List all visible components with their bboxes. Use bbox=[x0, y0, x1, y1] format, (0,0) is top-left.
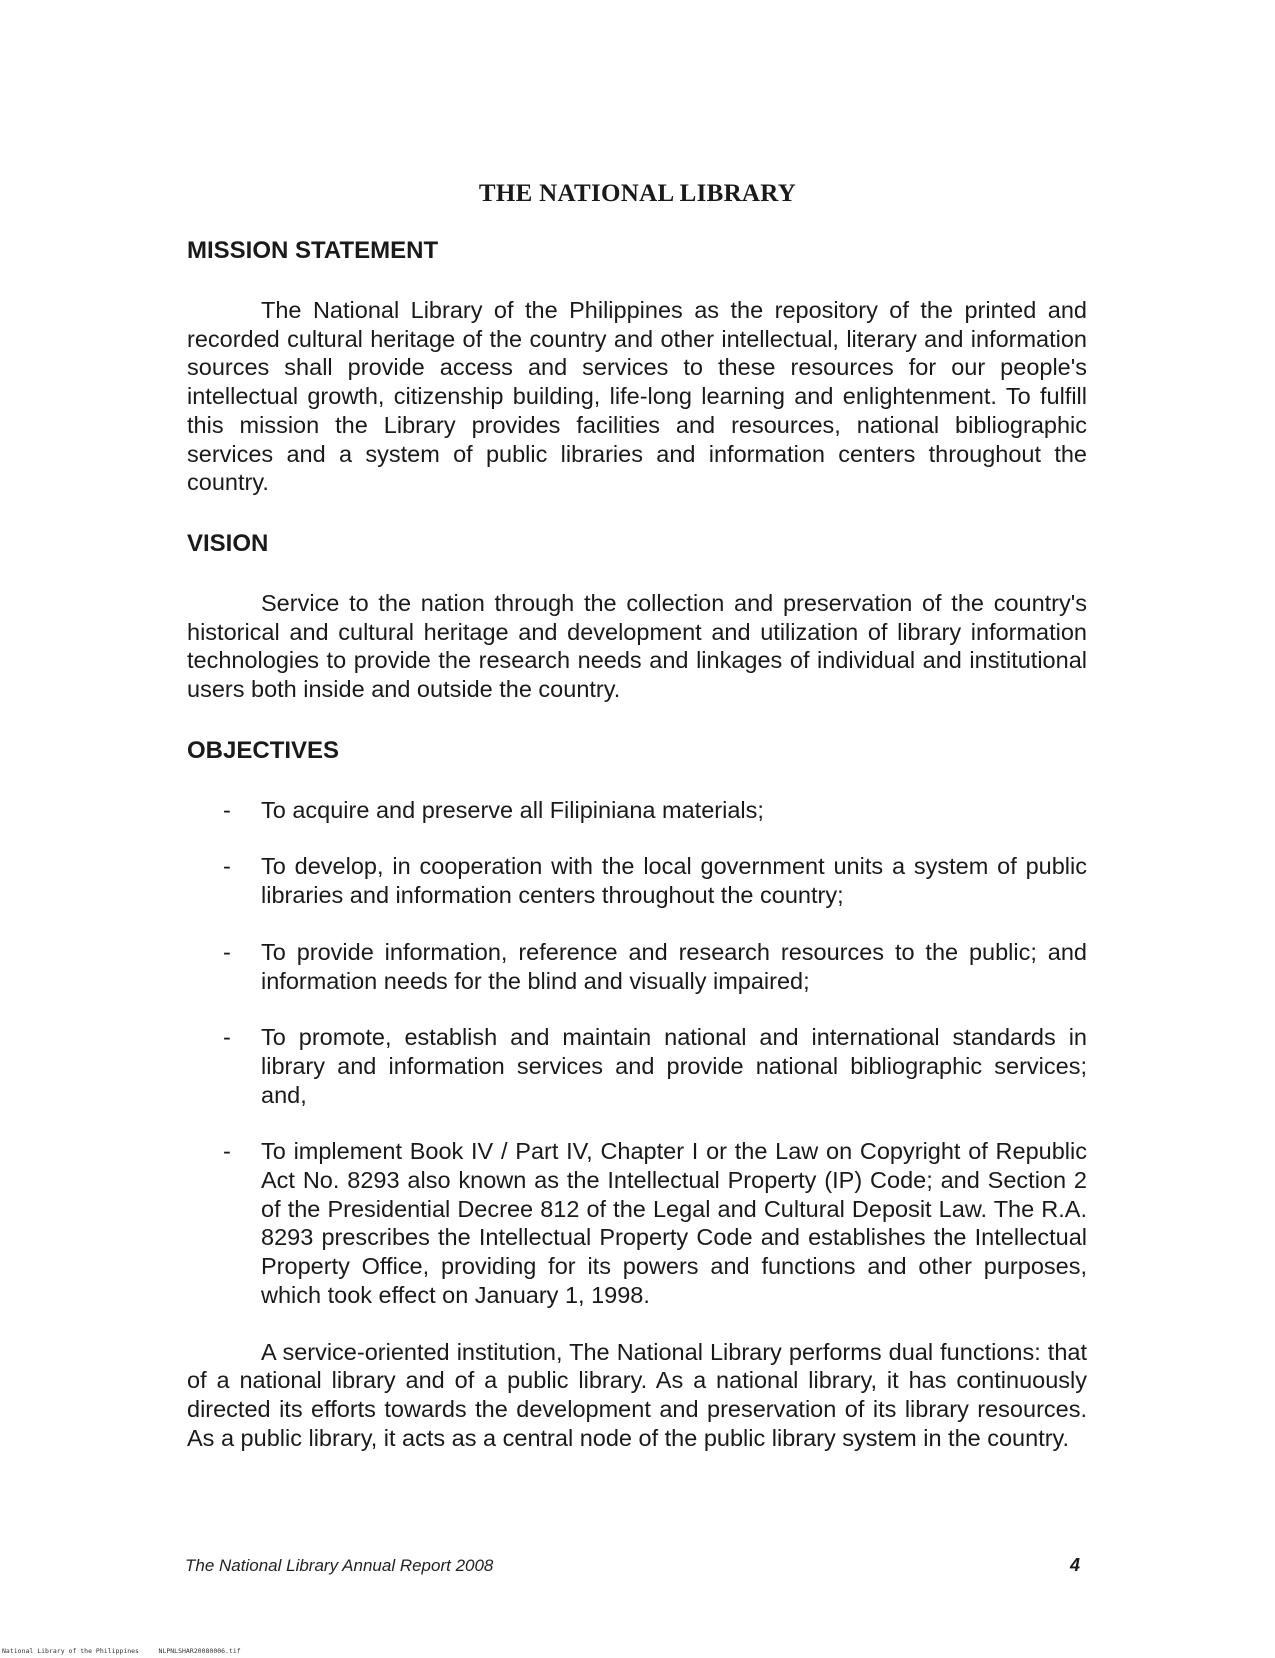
dash-bullet: - bbox=[223, 853, 231, 880]
list-item bbox=[187, 852, 1087, 909]
list-item bbox=[187, 1023, 1087, 1109]
objective-text: To develop, in cooperation with the local government units a system of public libraries and information centers throughout the country; bbox=[261, 853, 1087, 909]
page-number: 4 bbox=[1070, 1555, 1081, 1575]
vision-paragraph: Service to the nation through the collection and preservation of the country's historical and cultural heritage and development and utilization of library information technologies to provide the research needs and linkages of individual and institutional users both inside and outside the country. bbox=[187, 589, 1087, 703]
scan-stamp: National Library of the Philippines NLPNLSHAR20080006.tif bbox=[2, 1647, 241, 1655]
objective-text: To provide information, reference and research resources to the public; and information needs for the blind and visually impaired; bbox=[261, 938, 1087, 994]
list-item bbox=[187, 938, 1087, 995]
mission-heading: MISSION STATEMENT bbox=[187, 237, 439, 264]
closing-paragraph: A service-oriented institution, The National Library performs dual functions: that of a national library and of a public library. As a national library, it has continuously directed its efforts towards the development and preservation of its library resources. As a public library, it acts as a central node of the public library system in the country. bbox=[187, 1338, 1087, 1451]
objective-text: To acquire and preserve all Filipiniana materials; bbox=[261, 796, 764, 823]
list-item bbox=[187, 796, 1087, 825]
document-body bbox=[187, 236, 1087, 1452]
list-item bbox=[187, 1137, 1087, 1309]
dash-bullet: - bbox=[223, 796, 231, 823]
page-title: THE NATIONAL LIBRARY bbox=[478, 180, 797, 207]
footer-report-title: The National Library Annual Report 2008 bbox=[185, 1556, 494, 1575]
objective-text: To implement Book IV / Part IV, Chapter I or the Law on Copyright of Republic Act No. 8293 also known as the Intellectual Property (IP) Code; and Section 2 of the Presidential Decree 812 of the Legal and Cultural Deposit Law. The R.A. 8293 prescribes the Intellectual Property Code and establishes the Intellectual Property Office, providing for its powers and functions and other purposes, which took effect on January 1, 1998. bbox=[261, 1138, 1087, 1308]
objective-text: To promote, establish and maintain national and international standards in library and information services and provide national bibliographic services; and, bbox=[261, 1024, 1087, 1108]
objectives-list bbox=[187, 796, 1087, 1310]
objectives-heading: OBJECTIVES bbox=[187, 736, 340, 764]
dash-bullet: - bbox=[223, 1024, 231, 1051]
dash-bullet: - bbox=[223, 1138, 231, 1165]
vision-heading: VISION bbox=[187, 529, 269, 557]
dash-bullet: - bbox=[223, 938, 231, 965]
mission-paragraph: The National Library of the Philippines as the repository of the printed and recorded cultural heritage of the country and other intellectual, literary and information sources shall provide access and services to these resources for our people's intellectual growth, citizenship building, life-long learning and enlightenment. To fulfill this mission the Library provides facilities and resources, national bibliographic services and a system of public libraries and information centers throughout the country. bbox=[187, 297, 1087, 496]
